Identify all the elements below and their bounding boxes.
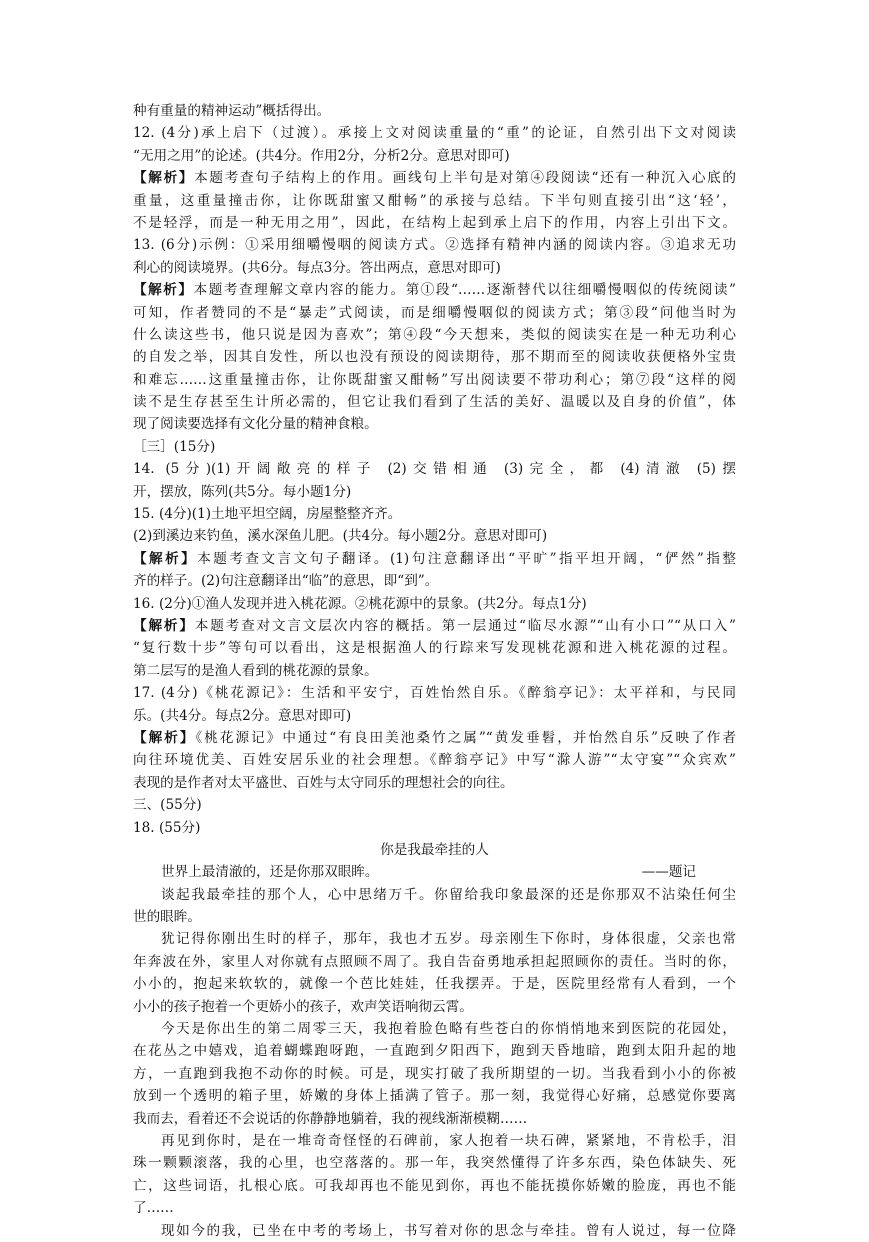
line-text: 谈起我最牵挂的那个人，心中思绪万千。你留给我印象最深的还是你那双不沾染任何尘 <box>161 886 736 903</box>
line-text: 本题考查理解文章内容的能力。第①段“……逐渐替代以往细嚼慢咽似的传统阅读” <box>193 282 736 299</box>
line-text: 了…… <box>133 1200 174 1217</box>
line-text: 珠一颗颗滚落，我的心里，也空落落的。那一年，我突然懂得了许多东西，染色体缺失、死 <box>133 1155 736 1172</box>
text-line <box>133 906 736 928</box>
essay-epigraph <box>133 861 736 883</box>
line-text: 的自发之举，因其自发性，所以也没有预设的阅读期待，那不期而至的阅读收获便格外宝贵 <box>133 349 736 366</box>
analysis-tag: 【解析】 <box>133 729 196 746</box>
analysis-line <box>133 167 736 189</box>
line-text: “复行数十步”等句可以看出，这是根据渔人的行踪来写发现桃花源和进入桃花源的过程。 <box>133 640 736 657</box>
text-line <box>133 302 736 324</box>
text-line <box>133 190 736 212</box>
text-line <box>133 100 736 122</box>
text-line <box>133 996 736 1018</box>
text-line <box>133 324 736 346</box>
line-text: 向往环境优美、百姓安居乐业的社会理想。《醉翁亭记》中写“滁人游”“太守宴”“众宾欢” <box>133 752 736 769</box>
line-text: 小小的，抱起来软软的，就像一个芭比娃娃，任我摆弄。于是，医院里经常有人看到，一个 <box>133 976 736 993</box>
text-line <box>133 413 736 435</box>
line-text: 放到一个透明的箱子里，娇嫩的身体上插满了管子。那一刻，我觉得心好痛，总感觉你要离 <box>133 1088 736 1105</box>
line-text: 齐的样子。(2)句注意翻译出“临”的意思，即“到”。 <box>133 573 439 590</box>
text-line <box>133 637 736 659</box>
line-text: 亡，这些词语，扎根心底。可我却再也不能见到你，再也不能抚摸你娇嫩的脸庞，再也不能 <box>133 1177 736 1194</box>
text-line <box>133 346 736 368</box>
line-text: (2)到溪边来钓鱼，溪水深鱼儿肥。(共4分。每小题2分。意思对即可) <box>133 528 548 545</box>
epigraph-text: 世界上最清澈的，还是你那双眼眸。 <box>161 864 379 881</box>
text-line <box>133 1040 736 1062</box>
line-text: 今天是你出生的第二周零三天，我抱着脸色略有些苍白的你悄悄地来到医院的花园处， <box>161 1021 736 1038</box>
text-line <box>133 1108 736 1130</box>
line-text: “无用之用”的论述。(共4分。作用2分，分析2分。意思对即可) <box>133 147 510 164</box>
line-text: 本题考查句子结构上的作用。画线句上半句是对第④段阅读“还有一种沉入心底的 <box>194 170 736 187</box>
line-text: 读不是生存甚至生计所必需的，但它让我们看到了生活的美好、温暖以及自身的价值”，体 <box>133 394 736 411</box>
line-text: 第二层写的是渔人看到的桃花源的景象。 <box>133 662 378 679</box>
text-line <box>133 458 736 480</box>
text-line <box>133 369 736 391</box>
line-text: 三、(55分) <box>133 797 202 814</box>
text-line <box>133 525 736 547</box>
text-line <box>133 660 736 682</box>
text-line <box>133 1130 736 1152</box>
line-text: 我而去，看着还不会说话的你静静地躺着，我的视线渐渐模糊…… <box>133 1110 528 1127</box>
line-text: 方，一直跑到我抱不动你的时候。可是，现实打破了我所期望的一切。当我看到小小的你被 <box>133 1065 736 1082</box>
text-line <box>133 682 736 704</box>
line-text: 15. (4分)(1)土地平坦空阔，房屋整整齐齐。 <box>133 506 402 523</box>
text-line <box>133 1018 736 1040</box>
line-text: 年奔波在外，家里人对你就有点照顾不周了。我自告奋勇地承担起照顾你的责任。当时的你， <box>133 953 736 970</box>
answer-document <box>133 100 736 1242</box>
line-text: 你是我最牵挂的人 <box>380 841 489 858</box>
line-text: 现如今的我，已坐在中考的考场上，书写着对你的思念与牵挂。曾有人说过，每一位降 <box>161 1222 736 1239</box>
line-text: 不是轻浮，而是一种无用之用”，因此，在结构上起到承上启下的作用，内容上引出下文。 <box>133 214 736 231</box>
line-text: 小小的孩子抱着一个更娇小的孩子，欢声笑语响彻云霄。 <box>133 998 473 1015</box>
text-line <box>133 817 736 839</box>
line-text: 在花丛之中嬉戏，追着蝴蝶跑呀跑，一直跑到夕阳西下，跑到天昏地暗，跑到太阳升起的地 <box>133 1043 736 1060</box>
analysis-tag: 【解析】 <box>133 282 194 299</box>
text-line <box>133 481 736 503</box>
text-line <box>133 1063 736 1085</box>
text-line <box>133 973 736 995</box>
analysis-line <box>133 279 736 301</box>
line-text: 17. (4分)《桃花源记》：生活和平安宁，百姓怡然自乐。《醉翁亭记》：太平祥和，与民同 <box>133 685 736 702</box>
analysis-line <box>133 548 736 570</box>
line-text: 本题考查文言文句子翻译。(1)句注意翻译出“平旷”指平坦开阔，“俨然”指整 <box>197 550 736 567</box>
text-line <box>133 122 736 144</box>
text-line <box>133 884 736 906</box>
text-line <box>133 234 736 256</box>
line-text: 本题考查对文言文层次内容的概括。第一层通过“临尽水源”“山有小口”“从口入” <box>194 617 736 634</box>
analysis-tag: 【解析】 <box>133 617 195 634</box>
text-line <box>133 145 736 167</box>
line-text: 和难忘……这重量撞击你，让你既甜蜜又酣畅”写出阅读要不带功利心；第⑦段“这样的阅 <box>133 371 736 388</box>
line-text: 重量，这重量撞击你，让你既甜蜜又酣畅”的承接与总结。下半句则直接引出“这‘轻’， <box>133 192 736 209</box>
analysis-line <box>133 615 736 637</box>
line-text: 13. (6分)示例：①采用细嚼慢咽的阅读方式。②选择有精神内涵的阅读内容。③追求无功 <box>133 237 736 254</box>
line-text: 开，摆放，陈列(共5分。每小题1分) <box>133 483 352 500</box>
line-text: 《桃花源记》中通过“有良田美池桑竹之属”“黄发垂髫，并怡然自乐”反映了作者 <box>195 729 736 746</box>
text-line <box>133 772 736 794</box>
essay-title <box>133 839 736 861</box>
line-text: 什么读这些书，他只说是因为喜欢”；第④段“今天想来，类似的阅读实在是一种无功利心 <box>133 326 736 343</box>
line-text: 14. (5分)(1)开阔敞亮的样子 (2)交错相通 (3)完全，都 (4)清澈 (5)摆 <box>133 461 736 478</box>
analysis-tag: 【解析】 <box>133 170 195 187</box>
text-line <box>133 593 736 615</box>
text-line <box>133 570 736 592</box>
epigraph-attribution: ——题记 <box>641 864 696 881</box>
line-text: 乐。(共4分。每点2分。意思对即可) <box>133 707 352 724</box>
line-text: 现了阅读要选择有文化分量的精神食粮。 <box>133 416 378 433</box>
text-line <box>133 1175 736 1197</box>
text-line <box>133 257 736 279</box>
line-text: 12. (4分)承上启下（过渡）。承接上文对阅读重量的“重”的论证，自然引出下文对阅读 <box>133 125 736 142</box>
line-text: 利心的阅读境界。(共6分。每点3分。答出两点，意思对即可) <box>133 259 501 276</box>
text-line <box>133 503 736 525</box>
text-line <box>133 705 736 727</box>
text-line <box>133 1152 736 1174</box>
line-text: 表现的是作者对太平盛世、百姓与太守同乐的理想社会的向往。 <box>133 774 514 791</box>
analysis-line <box>133 727 736 749</box>
line-text: 再见到你时，是在一堆奇奇怪怪的石碑前，家人抱着一块石碑，紧紧地，不肯松手，泪 <box>161 1132 736 1149</box>
text-line <box>133 1220 736 1242</box>
text-line <box>133 1085 736 1107</box>
line-text: 可知，作者赞同的不是“暴走”式阅读，而是细嚼慢咽似的阅读方式；第③段“问他当时为 <box>133 304 736 321</box>
line-text: 世的眼眸。 <box>133 909 201 926</box>
text-line <box>133 1197 736 1219</box>
text-line <box>133 794 736 816</box>
line-text: 16. (2分)①渔人发现并进入桃花源。②桃花源中的景象。(共2分。每点1分) <box>133 595 587 612</box>
analysis-tag: 【解析】 <box>133 550 198 567</box>
line-text: 种有重量的精神运动”概括得出。 <box>133 103 331 119</box>
text-line <box>133 436 736 458</box>
text-line <box>133 212 736 234</box>
line-text: ［三］(15分) <box>133 438 216 455</box>
text-line <box>133 951 736 973</box>
text-line <box>133 391 736 413</box>
text-line <box>133 928 736 950</box>
text-line <box>133 749 736 771</box>
line-text: 18. (55分) <box>133 819 201 836</box>
line-text: 犹记得你刚出生时的样子，那年，我也才五岁。母亲刚生下你时，身体很虚，父亲也常 <box>161 931 736 948</box>
